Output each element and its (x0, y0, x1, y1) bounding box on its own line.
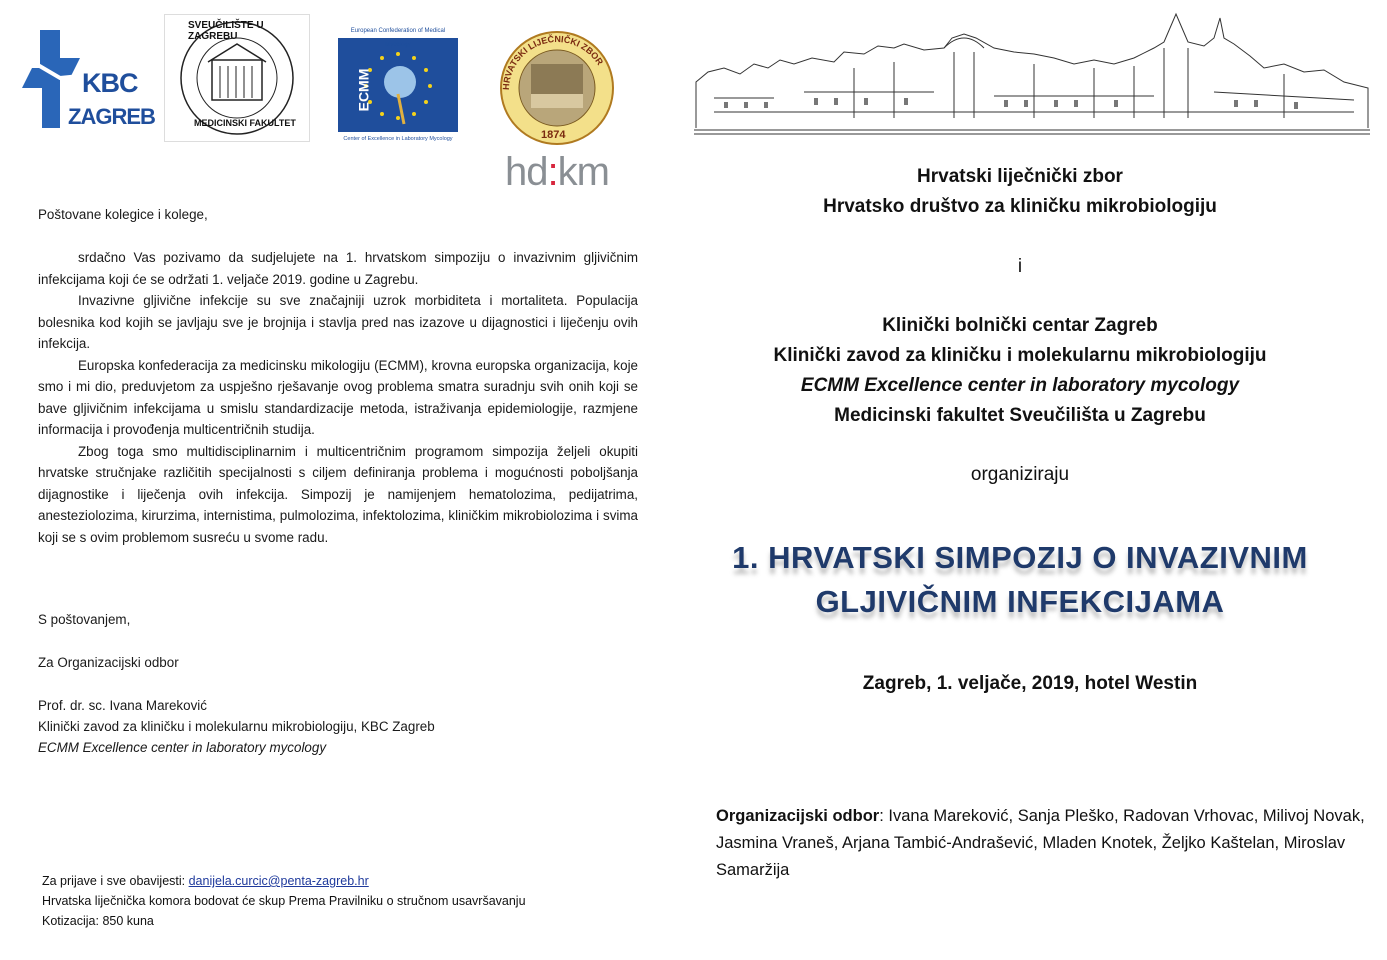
university-seal-top: SVEUČILIŠTE U ZAGREBU (188, 20, 264, 42)
letter-paragraph: Zbog toga smo multidisciplinarnim i multicentričnim programom simpozija željeli okupiti hrvatske stručnjake različitih specijalnosti s ciljem definiranja problema i mogućnosti poboljšanja dijagnostike i liječenja ovih infekcija. Simpozij je namijenjem hematolozima, pedijatrima, anesteziolozima, kirurzima, internistima, pulmolozima, infektolozima, kliničkim mikrobiolozima i svima koji se s ovim problemom susreću u svome radu. (38, 443, 638, 545)
ecmm-footer: Center of Excellence in Laboratory Mycology (338, 132, 458, 146)
hlz-seal-year: 1874 (541, 129, 566, 141)
letter-signer-center: ECMM Excellence center in laboratory mycology (38, 740, 327, 755)
contact-email-link[interactable]: danijela.curcic@penta-zagreb.hr (188, 874, 369, 888)
credits-line: Hrvatska liječnička komora bodovat će skup Prema Pravilniku o stručnom usavršavanju (42, 894, 526, 908)
kbc-logo-line1: KBC (82, 68, 138, 98)
event-title-line-1: 1. HRVATSKI SIMPOZIJ O INVAZIVNIM (732, 540, 1308, 575)
letter-signer-name: Prof. dr. sc. Ivana Mareković (38, 698, 207, 713)
zagreb-skyline-drawing (694, 8, 1370, 136)
kbc-logo-line2: ZAGREB (68, 104, 155, 129)
hlz-seal-icon (495, 28, 619, 148)
kbc-zagreb-logo (20, 28, 155, 132)
letter-paragraph: Invazivne gljivične infekcije su sve značajniji uzrok morbiditeta i mortaliteta. Populacija bolesnika kod kojih se javljaju sve je brojnija i stavlja pred nas izazove u dijagnostici i liječenju ovih infekcija. (38, 293, 638, 351)
hlz-seal-text: HRVATSKI LIJEČNIČKI ZBOR (500, 33, 606, 91)
letter-paragraph: Europska konfederacija za medicinsku mikologiju (ECMM), krovna europska organizacija, koje smo i mi dio, preduvjetom za uspješno rješavanje ovog problema smatra suradnju svih onih koji se bave gljivičnim infekcijama u smislu standardizacije metoda, istraživanja epidemiologije, razmjene informacija i provođenja multicentričnih studija. (38, 357, 638, 437)
letter-signer-dept: Klinički zavod za kliničku i molekularnu mikrobiologiju, KBC Zagreb (38, 719, 435, 734)
university-medical-faculty-seal (164, 14, 310, 142)
hrvatski-lijecnicki-zbor-seal (495, 28, 619, 148)
organizing-committee (716, 803, 1366, 884)
organizer-line-4: Klinički zavod za kliničku i molekularnu mikrobiologiju (773, 345, 1267, 366)
ecmm-header: European Confederation of Medical Mycology (338, 24, 458, 38)
organizer-line-3: Klinički bolnički centar Zagreb (882, 315, 1158, 336)
ecmm-logo (338, 24, 458, 146)
hdkm-dot: : (547, 150, 558, 194)
registration-footer (42, 871, 526, 931)
event-details: Zagreb, 1. veljače, 2019, hotel Westin (862, 673, 1198, 694)
committee-members: : Ivana Mareković, Sanja Pleško, Radovan Vrhovac, Milivoj Novak, Jasmina Vraneš, Arjana Tambić-Andrašević, Mladen Knotek, Željko Kaštelan, Miroslav Samaržija (716, 807, 1365, 879)
organizer-line-2: Hrvatsko društvo za kliničku mikrobiologiju (823, 196, 1217, 217)
letter-greeting: Poštovane kolegice i kolege, (38, 207, 208, 222)
hdkm-pre: hd (505, 150, 548, 194)
organizer-line-6: Medicinski fakultet Sveučilišta u Zagrebu (834, 405, 1206, 426)
letter-closing: S poštovanjem, (38, 612, 131, 627)
organizer-line-1: Hrvatski liječnički zbor (917, 166, 1123, 187)
contact-line (42, 871, 526, 891)
letter-body (38, 247, 638, 548)
hdkm-logo (505, 150, 615, 194)
committee-label: Organizacijski odbor (716, 807, 880, 825)
ecmm-name: ECMM (355, 68, 372, 112)
letter-paragraph: srdačno Vas pozivamo da sudjelujete na 1. hrvatskom simpoziju o invazivnim gljivičnim infekcijama koji će se održati 1. veljače 2019. godine u Zagrebu. (38, 250, 638, 287)
organizer-conjunction: i (1017, 256, 1023, 277)
hdkm-post: km (557, 150, 609, 194)
organizer-verb: organiziraju (970, 464, 1070, 485)
event-title-line-2: GLJIVIČNIM INFEKCIJAMA (815, 584, 1225, 619)
letter-on-behalf: Za Organizacijski odbor (38, 655, 179, 670)
fee-line: Kotizacija: 850 kuna (42, 914, 154, 928)
contact-label: Za prijave i sve obavijesti: (42, 874, 189, 888)
university-seal-bottom: MEDICINSKI FAKULTET (194, 118, 296, 128)
organizer-line-5: ECMM Excellence center in laboratory mycology (800, 375, 1240, 396)
